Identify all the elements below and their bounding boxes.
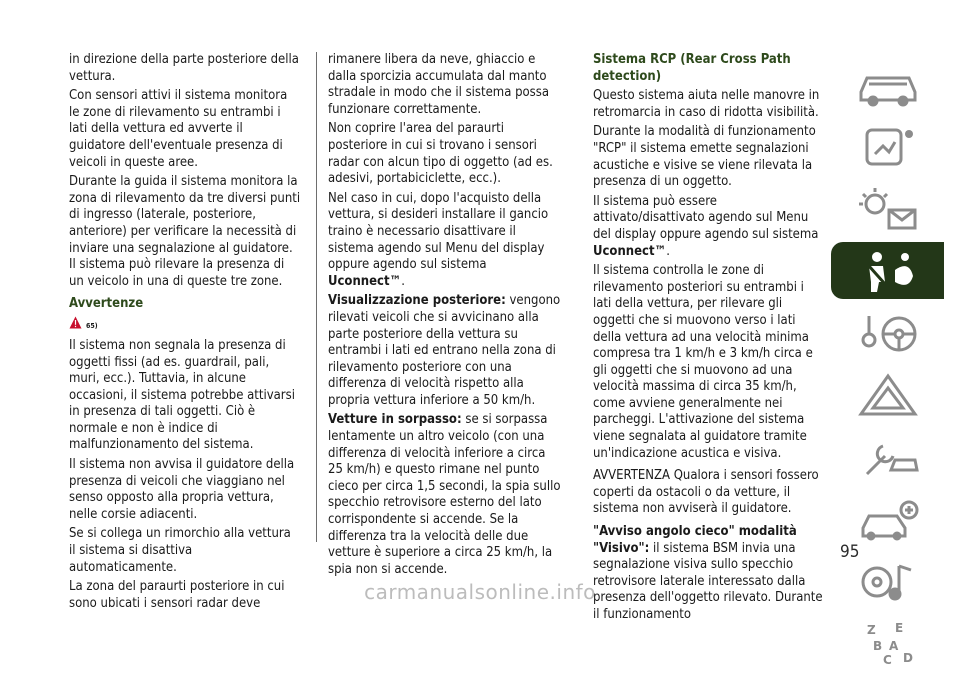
tab-lights-messages[interactable] [831,180,944,237]
paragraph-end: . [401,273,405,289]
paragraph: La zona del paraurti posteriore in cui sono ubicati i sensori radar deve [69,579,285,611]
paragraph: rimanere libera da neve, ghiaccio e dalla sporcizia accumulata dal manto stradale in modo che il sistema possa funzionare correttamente. [328,52,550,117]
paragraph: AVVERTENZA Qualora i sensori fossero coperti da ostacoli o da vetture, il sistema non avviserà il guidatore. [593,468,819,517]
svg-text:C: C [882,652,892,666]
svg-text:D: D [902,650,913,665]
column-1 [69,52,301,615]
tab-index[interactable] [831,614,944,671]
ignition-steering-wheel-icon [853,310,923,356]
paragraph-text: se si sorpassa lentamente un altro veicolo (con una differenza di velocità inferiore a circa 25 km/h) e questo rimane nel punto cieco per circa 1,5 secondi, la spia sullo specchio retrovisore esterno del lato corrispondente si accende. Se la differenza tra la velocità delle due vetture è superiore a circa 25 km/h, la spia non si accende. [328,412,561,577]
warning-triangle-icon [853,372,923,418]
car-overview-icon [853,62,923,108]
warnings-heading: Avvertenze [69,296,144,312]
warning-ref-number: 65) [86,321,98,330]
paragraph: Il sistema non segnala la presenza di oggetti fissi (ad es. guardrail, pali, muri, ecc.). Tuttavia, in alcune occasioni, il sistema potrebbe attivarsi in presenza di tali oggetti. Ciò è normale e non è indice di malfunzionamento del sistema. [69,337,295,453]
paragraph [593,524,823,624]
paragraph-text: vengono rilevati veicoli che si avvicinano alla parte posteriore della vettura su entrambi i lati ed entrano nella zona di rilevamento posteriore con una differenza di velocità rispetto alla propria vettura inferiore a 50 km/h. [328,293,561,408]
rcp-heading: Sistema RCP (Rear Cross Path detection) [593,52,791,84]
paragraph-text: il sistema BSM invia una segnalazione visiva sullo specchio retrovisore laterale interessato dalla presenza dell'oggetto rilevato. Durante il funzionamento [593,540,823,622]
paragraph: Durante la guida il sistema monitora la zona di rilevamento da tre diversi punti di ingresso (laterale, posteriore, anteriore) per verificare la necessità di inviare una segnalazione al guidatore. Il sistema può rilevare la presenza di un veicolo in una di queste tre zone. [69,174,301,289]
paragraph: Con sensori attivi il sistema monitora le zone di rilevamento su entrambi i lati della vettura ed avverte il guidatore dell'eventuale presenza di veicoli in queste aree. [69,88,288,170]
dashboard-info-icon [853,124,923,170]
watermark: carmanualsonline.info [364,580,596,604]
tab-starting-driving[interactable] [831,304,944,361]
tab-technical-data[interactable] [831,490,944,547]
paragraph: Questo sistema aiuta nelle manovre in retromarcia in caso di ridotta visibilità. [593,88,820,120]
paragraph: Il sistema controlla le zone di rilevamento posteriori su entrambi i lati della vettura, per rilevare gli oggetti che si muovono verso i lati della vettura ad una velocità minima compresa tra 1 km/h e 3 km/h circa e gli oggetti che si muovono ad una velocità massima di circa 35 km/h, come avviene generalmente nei parcheggi. L'attivazione del sistema viene segnalata al guidatore tramite un'indicazione acustica e visiva. [593,263,813,461]
paragraph: Se si collega un rimorchio alla vettura il sistema si disattiva automaticamente. [69,526,291,575]
paragraph: in direzione della parte posteriore della vettura. [69,52,299,84]
column-divider [316,52,317,542]
paragraph-text: Il sistema può essere attivato/disattivato agendo sul Menu del display oppure agendo sul sistema [593,193,819,242]
car-specs-icon [853,496,923,542]
uconnect-label: Uconnect™ [593,243,667,259]
blind-spot-visual-label: "Avviso angolo cieco" modalità "Visivo": [593,524,797,556]
paragraph: Il sistema non avvisa il guidatore della presenza di veicoli che viaggiano nel senso opposto alla propria vettura, nelle corsie adiacenti. [69,457,295,522]
rear-view-label: Visualizzazione posteriore: [328,293,506,309]
paragraph [328,412,564,578]
svg-text:B: B [872,638,882,653]
overtaking-label: Vetture in sorpasso: [328,412,462,428]
index-letters-icon [853,620,923,666]
paragraph [328,293,564,409]
page-number: 95 [840,542,860,562]
paragraph-end: . [666,243,670,259]
tab-emergency[interactable] [831,366,944,423]
svg-text:E: E [894,620,903,635]
svg-text:Z: Z [866,622,876,637]
svg-text:A: A [888,638,898,653]
paragraph-text: Nel caso in cui, dopo l'acquisto della vettura, si desideri installare il gancio traino è necessario disattivare il sistema agendo sul Menu del display oppure agendo sul sistema [328,190,549,273]
safety-seatbelt-airbag-icon [853,248,923,294]
column-2 [328,52,564,581]
lights-mail-icon [853,186,923,232]
paragraph: Durante la modalità di funzionamento "RCP" il sistema emette segnalazioni acustiche e visive se viene rilevata la presenza di un oggetto. [593,124,816,190]
wrench-car-icon [853,434,923,480]
column-3 [593,52,823,627]
tab-car-overview[interactable] [831,56,944,113]
tab-dashboard[interactable] [831,118,944,175]
tab-maintenance[interactable] [831,428,944,485]
warning-triangle-icon [69,316,82,329]
tab-safety[interactable] [831,242,944,299]
paragraph [593,194,823,260]
warning-reference [69,316,301,332]
paragraph: Non coprire l'area del paraurti posteriore in cui si trovano i sensori radar con alcun tipo di oggetto (ad es. adesivi, portabiciclette, ecc.). [328,121,553,187]
paragraph [328,191,564,291]
uconnect-label: Uconnect™ [328,273,402,289]
